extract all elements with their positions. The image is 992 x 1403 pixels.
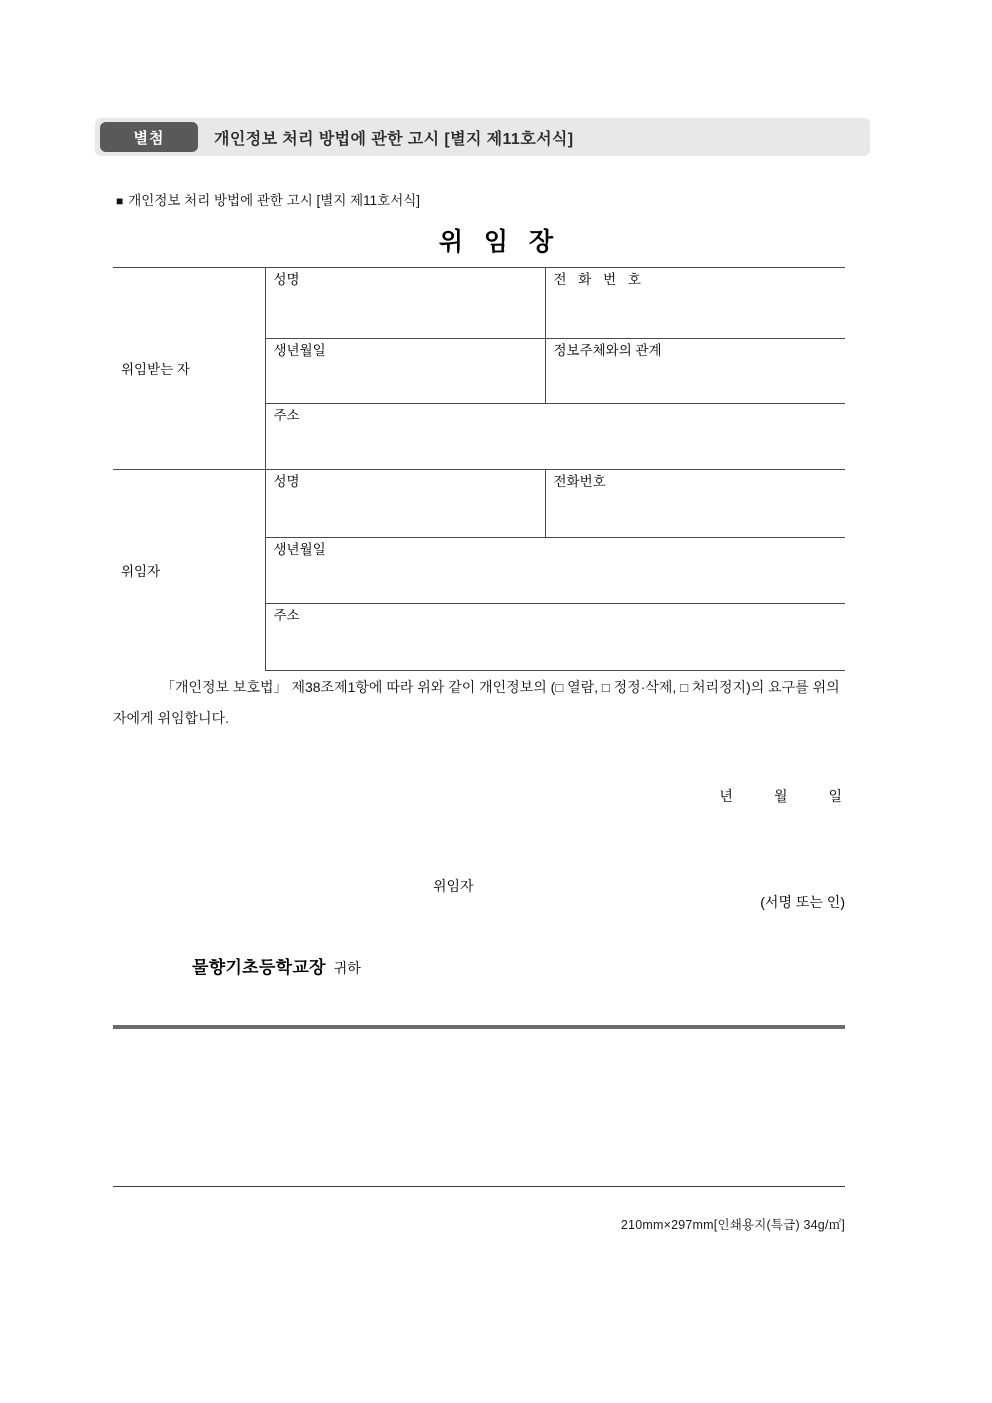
attachment-header-title: 개인정보 처리 방법에 관한 고시 [별지 제11호서식] (214, 130, 574, 148)
addressee-school-name: 물향기초등학교장 (192, 958, 326, 977)
statement-suffix: )의 (746, 679, 765, 695)
field-label-delegator-birthdate: 생년월일 (265, 538, 845, 604)
field-label-delegatee-name: 성명 (265, 268, 545, 339)
signature-delegator-label: 위임자 (433, 878, 474, 894)
date-line (113, 786, 845, 806)
addressee-honorific: 귀하 (333, 960, 361, 976)
statement-line2: 요구를 위의 자에게 위임합니다. (113, 679, 840, 726)
signature-seal-note: (서명 또는 인) (760, 894, 845, 910)
field-label-delegatee-birthdate: 생년월일 (265, 339, 545, 404)
attachment-badge: 별첨 (100, 122, 198, 152)
page-title: 위 임 장 (438, 228, 561, 256)
field-label-delegator-phone: 전화번호 (545, 470, 845, 538)
field-label-delegatee-address: 주소 (265, 404, 845, 470)
square-bullet-icon: ■ (116, 194, 124, 208)
date-day-label: 일 (828, 788, 845, 804)
option-label-correct-delete: 정정·삭제 (613, 679, 673, 695)
section-divider-thick (113, 1025, 845, 1029)
attachment-header-band (95, 118, 870, 156)
field-label-delegatee-relation: 정보주체와의 관계 (545, 339, 845, 404)
party-label-delegatee: 위임받는 자 (113, 268, 265, 470)
checkbox-suspend-processing-icon[interactable]: □ (680, 680, 689, 695)
option-label-suspend-processing: 처리정지 (691, 679, 747, 695)
field-label-delegator-name: 성명 (265, 470, 545, 538)
date-year-label: 년 (719, 788, 736, 804)
party-label-delegator: 위임자 (113, 470, 265, 671)
form-notice-text: 개인정보 처리 방법에 관한 고시 [별지 제11호서식] (128, 193, 421, 208)
statement-prefix: 「개인정보 보호법」 제38조제1항에 따라 위와 같이 개인정보의 ( (161, 679, 556, 695)
delegation-statement: 「개인정보 보호법」 제38조제1항에 따라 위와 같이 개인정보의 (□ 열람, □ 정정·삭제, □ 처리정지)의 요구를 위의 자에게 위임합니다. (113, 679, 840, 726)
field-label-delegatee-phone: 전 화 번 호 (545, 268, 845, 339)
paper-spec-footer: 210mm×297mm[인쇄용지(특급) 34g/㎡] (620, 1218, 845, 1232)
footer-divider-thin (113, 1186, 845, 1187)
checkbox-correct-delete-icon[interactable]: □ (601, 680, 610, 695)
table-row (113, 268, 845, 339)
checkbox-read-icon[interactable]: □ (555, 680, 564, 695)
option-label-read: 열람 (567, 679, 595, 695)
date-month-label: 월 (773, 788, 791, 804)
addressee-line (192, 953, 361, 978)
field-label-delegator-address: 주소 (265, 604, 845, 671)
table-row (113, 470, 845, 538)
delegation-form-table (113, 267, 845, 671)
form-notice-line (116, 189, 420, 209)
